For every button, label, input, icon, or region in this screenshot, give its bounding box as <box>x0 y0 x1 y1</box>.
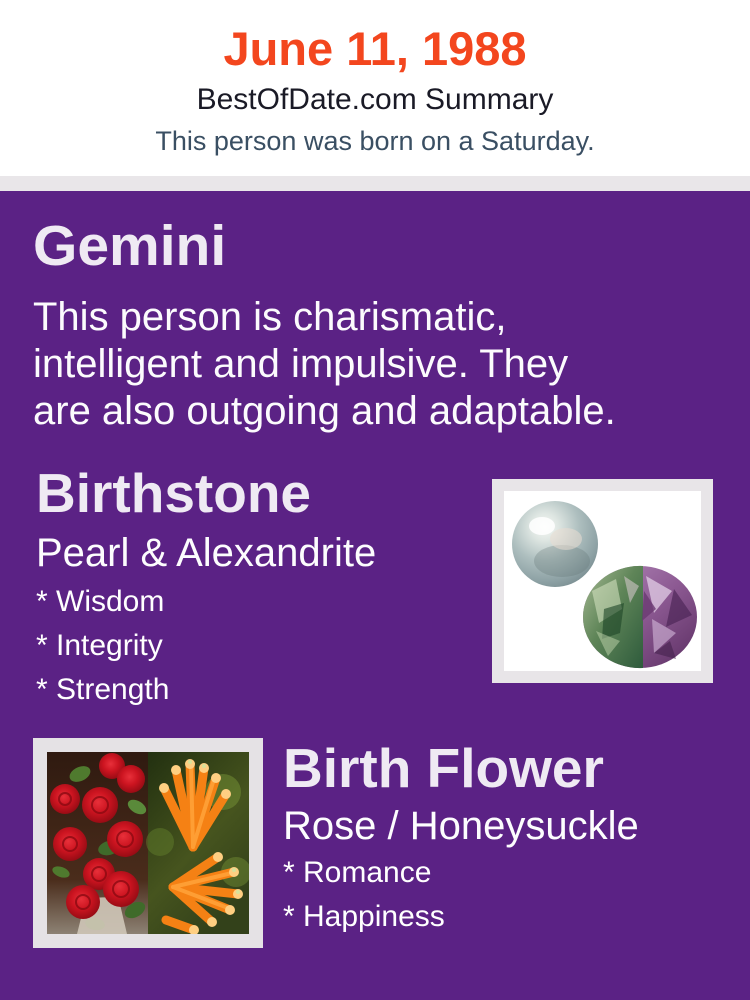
rose-and-honeysuckle-graphic <box>47 752 249 934</box>
header-divider <box>0 176 750 191</box>
birthstone-image <box>504 491 701 671</box>
weekday-note: This person was born on a Saturday. <box>155 126 595 156</box>
birthflower-image-frame <box>33 738 263 948</box>
pearl-and-alexandrite-graphic <box>504 491 701 671</box>
zodiac-sign-title: Gemini <box>33 214 227 278</box>
roses-graphic <box>47 752 149 934</box>
birthflower-names: Rose / Honeysuckle <box>283 804 639 848</box>
zodiac-description-line: This person is charismatic, <box>33 295 507 339</box>
alexandrite-graphic <box>583 566 697 668</box>
birthflower-trait: * Happiness <box>283 900 445 933</box>
birthstone-title: Birthstone <box>36 462 311 524</box>
birthstone-names: Pearl & Alexandrite <box>36 531 377 575</box>
birthflower-title: Birth Flower <box>283 737 604 799</box>
zodiac-description-line: are also outgoing and adaptable. <box>33 389 616 433</box>
zodiac-description-line: intelligent and impulsive. They <box>33 342 569 386</box>
site-summary-title: BestOfDate.com Summary <box>196 83 554 116</box>
birthflower-trait: * Romance <box>283 856 432 889</box>
date-heading: June 11, 1988 <box>223 22 527 75</box>
pearl-graphic <box>512 501 598 587</box>
birthstone-trait: * Integrity <box>36 629 163 662</box>
birthstone-trait: * Wisdom <box>36 585 165 618</box>
zodiac-description <box>33 294 616 435</box>
honeysuckle-graphic <box>146 752 249 934</box>
summary-panel <box>0 191 750 1000</box>
birthstone-trait: * Strength <box>36 673 170 706</box>
birthflower-image <box>47 752 249 934</box>
birthstone-image-frame <box>492 479 713 683</box>
